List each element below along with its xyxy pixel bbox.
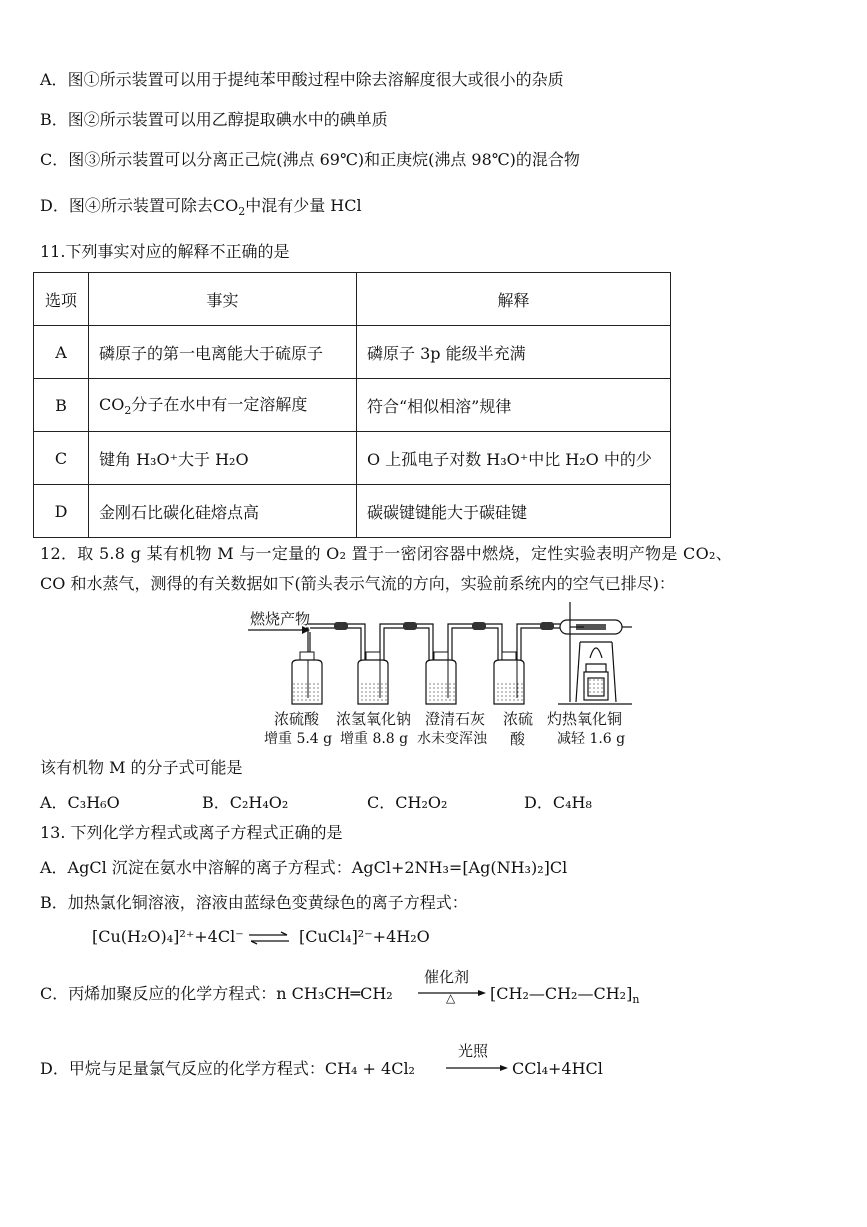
tube-name: 灼热氧化铜 (547, 710, 623, 728)
reactant: n CH₃CH═CH₂ (276, 984, 393, 1003)
q13-option-a: A．AgCl 沉淀在氨水中溶解的离子方程式：AgCl+2NH₃=[Ag(NH₃)₂]Cl (40, 858, 568, 877)
formula: CO (99, 395, 125, 415)
option-label: A． (40, 70, 68, 89)
option-text: 图④所示装置可除去 (68, 196, 213, 215)
q13-option-c-prefix (40, 983, 393, 1005)
q12-stem-line2: CO 和水蒸气，测得的有关数据如下(箭头表示气流的方向，实验前系统内的空气已排尽)： (40, 574, 675, 593)
q13-d-product: CCl₄+4HCl (512, 1059, 603, 1078)
q12-option-b: B．C₂H₄O₂ (202, 793, 289, 812)
table-cell-fact: 键角 H₃O⁺大于 H₂O (89, 432, 357, 485)
option-label: B． (40, 110, 68, 129)
option-text: 图①所示装置可以用于提纯苯甲酸过程中除去溶解度很大或很小的杂质 (67, 70, 564, 89)
q13-stem: 13. 下列化学方程式或离子方程式正确的是 (40, 823, 343, 842)
bottle-3 (426, 652, 456, 704)
table-cell-option: D (34, 485, 89, 538)
bottle-2-name: 浓氢氧化钠 (336, 710, 412, 728)
light-condition: 光照 (458, 1042, 489, 1060)
input-label: 燃烧产物 (250, 610, 311, 628)
table-cell-option: B (34, 379, 89, 432)
formula-subscript: 2 (238, 205, 246, 219)
bottle-3-result: 水未变浑浊 (417, 731, 487, 747)
q12-option-c: C．CH₂O₂ (367, 793, 448, 812)
table-header: 解释 (357, 273, 671, 326)
q10-option-c (40, 149, 580, 171)
q11-stem: 11.下列事实对应的解释不正确的是 (40, 242, 290, 261)
option-label: D． (40, 196, 69, 215)
formula: CO (212, 196, 239, 215)
q10-option-a (40, 69, 564, 91)
q12-option-d: D．C₄H₈ (524, 793, 592, 812)
q10-option-d (40, 195, 362, 223)
reaction-arrow-icon (444, 1063, 510, 1073)
formula-subscript: 2 (124, 404, 132, 418)
bottle-3-name: 澄清石灰 (425, 710, 486, 728)
option-text: 中混有少量 HCl (245, 196, 362, 215)
q13-b-eq-left: [Cu(H₂O)₄]²⁺+4Cl⁻ (92, 927, 244, 946)
bottle-4 (494, 652, 524, 704)
table-cell-option: A (34, 326, 89, 379)
q13-option-b: B．加热氯化铜溶液，溶液由蓝绿色变黄绿色的离子方程式： (40, 893, 468, 912)
table-cell-explanation: O 上孤电子对数 H₃O⁺中比 H₂O 中的少 (357, 432, 671, 485)
table-row (34, 485, 671, 538)
table-header-row (34, 273, 671, 326)
bottle-1-name: 浓硫酸 (274, 710, 320, 728)
polymer-product (490, 983, 639, 1011)
table-row (34, 326, 671, 379)
q13-b-eq-right: [CuCl₄]²⁻+4H₂O (299, 927, 430, 946)
q12-question: 该有机物 M 的分子式可能是 (40, 758, 243, 777)
degree-of-polymerization: n (632, 993, 640, 1007)
q13-option-d: D．甲烷与足量氯气反应的化学方程式：CH₄ + 4Cl₂ (40, 1059, 415, 1078)
table-cell-fact: 磷原子的第一电离能大于硫原子 (89, 326, 357, 379)
q12-option-a: A．C₃H₆O (40, 793, 120, 812)
option-label: C． (40, 150, 69, 169)
table-row (34, 432, 671, 485)
bottle-1-result: 增重 5.4 g (264, 731, 333, 747)
q10-option-b (40, 109, 388, 131)
product: CH₂—CH₂—CH₂ (496, 984, 627, 1003)
stand (558, 602, 632, 704)
bottle-2 (358, 652, 388, 704)
heat-condition: △ (446, 991, 456, 1005)
equilibrium-arrow-icon (247, 931, 291, 945)
bracket-left-icon: [ (490, 984, 497, 1003)
bottle-1 (292, 652, 322, 704)
table-cell-explanation: 磷原子 3p 能级半充满 (357, 326, 671, 379)
bracket-right-icon: ] (626, 984, 633, 1003)
q12-stem-line1: 12．取 5.8 g 某有机物 M 与一定量的 O₂ 置于一密闭容器中燃烧，定性实验表明产物是 CO₂、 (40, 544, 733, 563)
option-text: 图②所示装置可以用乙醇提取碘水中的碘单质 (67, 110, 388, 129)
table-cell-explanation: 符合“相似相溶”规律 (357, 379, 671, 432)
option-text: 图③所示装置可以分离正己烷(沸点 69℃)和正庚烷(沸点 98℃)的混合物 (68, 150, 580, 169)
table-cell-fact: 金刚石比碳化硅熔点高 (89, 485, 357, 538)
table-cell-explanation: 碳碳键键能大于碳硅键 (357, 485, 671, 538)
option-text: C．丙烯加聚反应的化学方程式： (40, 984, 277, 1003)
q11-table (33, 272, 671, 538)
fact-text: 分子在水中有一定溶解度 (131, 395, 308, 415)
catalyst-label: 催化剂 (424, 968, 470, 986)
table-row (34, 379, 671, 432)
table-header: 选项 (34, 273, 89, 326)
table-cell-option: C (34, 432, 89, 485)
bottle-4-name: 浓硫 (503, 710, 534, 728)
bottle-2-result: 增重 8.8 g (340, 731, 409, 747)
bottle-4-result: 酸 (510, 730, 526, 748)
tube-result: 减轻 1.6 g (557, 731, 626, 747)
table-header: 事实 (89, 273, 357, 326)
table-cell-fact (89, 379, 357, 432)
